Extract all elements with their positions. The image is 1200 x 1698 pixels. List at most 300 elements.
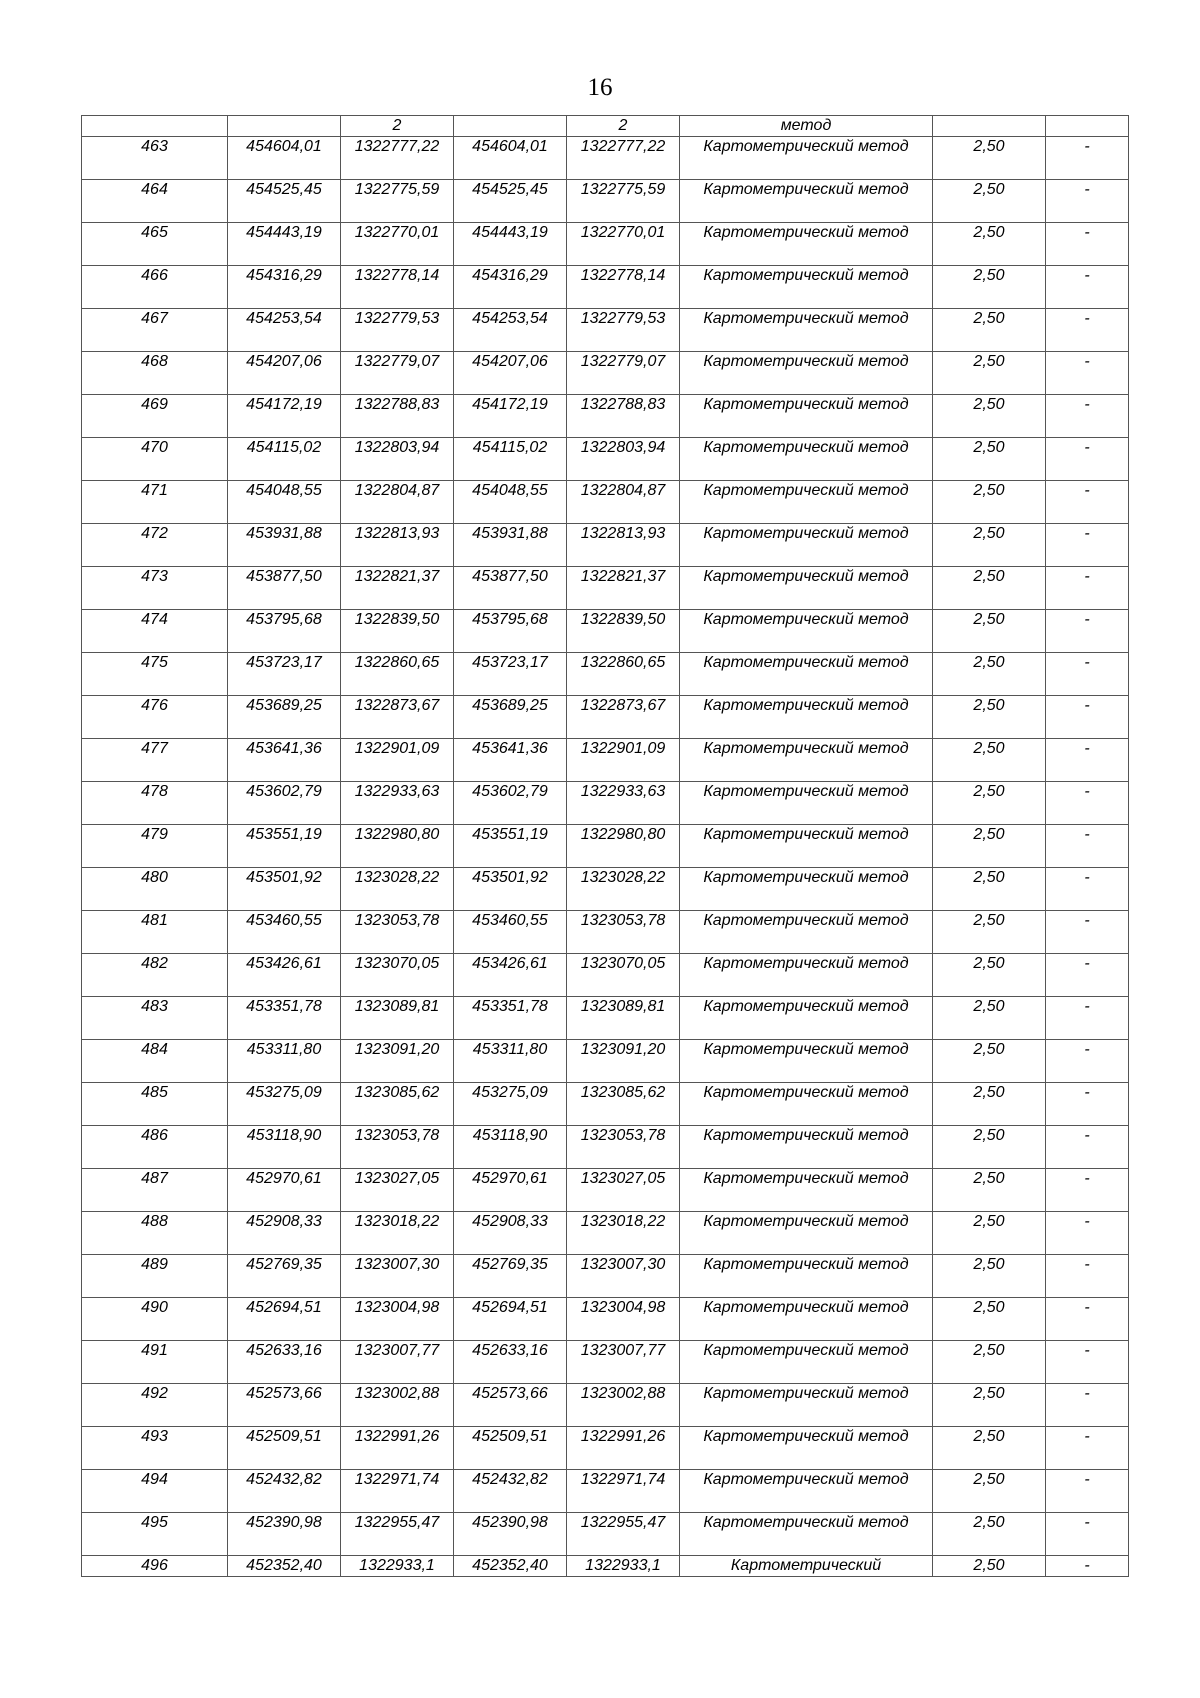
cell-y-existing: 2 <box>341 116 454 137</box>
cell-y-existing-value: 1322778,14 <box>354 267 440 284</box>
cell-y-existing <box>341 1341 454 1384</box>
cell-x-existing: 453118,90 <box>228 1126 341 1169</box>
cell-note: - <box>1046 1169 1129 1212</box>
cell-method: Картометрический метод <box>680 266 933 309</box>
cell-accuracy: 2,50 <box>933 1040 1046 1083</box>
cell-note: - <box>1046 1040 1129 1083</box>
cell-y-existing <box>341 567 454 610</box>
table-row <box>82 309 1129 352</box>
cell-y-existing-value: 1322803,94 <box>354 439 440 456</box>
cell-x-existing: 453641,36 <box>228 739 341 782</box>
cell-x-existing: 453426,61 <box>228 954 341 997</box>
cell-point-number: 479 <box>82 825 228 868</box>
cell-y-new-value: 1323027,05 <box>580 1170 666 1187</box>
cell-method: Картометрический метод <box>680 352 933 395</box>
cell-y-new <box>567 696 680 739</box>
cell-y-new <box>567 567 680 610</box>
cell-y-existing-value: 1322933,1 <box>359 1557 435 1574</box>
cell-y-existing <box>341 1212 454 1255</box>
cell-y-existing-value: 1323091,20 <box>354 1041 440 1058</box>
cell-x-new: 454207,06 <box>454 352 567 395</box>
cell-x-new: 454443,19 <box>454 223 567 266</box>
cell-note: - <box>1046 868 1129 911</box>
table-row <box>82 653 1129 696</box>
cell-point-number: 484 <box>82 1040 228 1083</box>
cell-accuracy: 2,50 <box>933 481 1046 524</box>
table-row <box>82 1126 1129 1169</box>
cell-y-new-value: 1322860,65 <box>580 654 666 671</box>
cell-y-new <box>567 1427 680 1470</box>
cell-x-existing: 453501,92 <box>228 868 341 911</box>
cell-y-new <box>567 1126 680 1169</box>
cell-accuracy: 2,50 <box>933 868 1046 911</box>
cell-x-existing: 453795,68 <box>228 610 341 653</box>
cell-x-existing: 452633,16 <box>228 1341 341 1384</box>
cell-x-existing <box>228 116 341 137</box>
cell-y-new <box>567 653 680 696</box>
cell-y-existing <box>341 911 454 954</box>
cell-note: - <box>1046 438 1129 481</box>
cell-method: Картометрический метод <box>680 739 933 782</box>
cell-x-existing: 454316,29 <box>228 266 341 309</box>
cell-x-existing: 453931,88 <box>228 524 341 567</box>
cell-y-new: 2 <box>567 116 680 137</box>
cell-y-existing-value: 1322971,74 <box>354 1471 440 1488</box>
table-row <box>82 180 1129 223</box>
coordinates-table <box>81 115 1129 1577</box>
cell-y-new <box>567 1341 680 1384</box>
table-row <box>82 223 1129 266</box>
cell-method: Картометрический метод <box>680 1384 933 1427</box>
cell-x-existing: 453689,25 <box>228 696 341 739</box>
cell-x-new: 452573,66 <box>454 1384 567 1427</box>
cell-method: Картометрический метод <box>680 1427 933 1470</box>
cell-y-new-value: 1322778,14 <box>580 267 666 284</box>
cell-y-existing-value: 1322804,87 <box>354 482 440 499</box>
cell-method: Картометрический метод <box>680 911 933 954</box>
cell-method: Картометрический метод <box>680 438 933 481</box>
cell-method: Картометрический метод <box>680 223 933 266</box>
cell-method: Картометрический метод <box>680 1341 933 1384</box>
cell-note: - <box>1046 481 1129 524</box>
cell-x-new: 452769,35 <box>454 1255 567 1298</box>
cell-note: - <box>1046 223 1129 266</box>
cell-x-new: 453118,90 <box>454 1126 567 1169</box>
cell-point-number: 472 <box>82 524 228 567</box>
cell-method: Картометрический метод <box>680 309 933 352</box>
cell-method: Картометрический метод <box>680 1083 933 1126</box>
cell-note: - <box>1046 782 1129 825</box>
cell-point-number: 478 <box>82 782 228 825</box>
cell-point-number: 491 <box>82 1341 228 1384</box>
cell-point-number: 475 <box>82 653 228 696</box>
cell-point-number: 494 <box>82 1470 228 1513</box>
cell-x-existing: 453723,17 <box>228 653 341 696</box>
cell-x-existing: 454172,19 <box>228 395 341 438</box>
cell-note: - <box>1046 180 1129 223</box>
cell-accuracy: 2,50 <box>933 825 1046 868</box>
continuation-row <box>82 116 1129 137</box>
cell-accuracy: 2,50 <box>933 1255 1046 1298</box>
cell-method: Картометрический метод <box>680 567 933 610</box>
cell-accuracy: 2,50 <box>933 438 1046 481</box>
cell-y-existing <box>341 1083 454 1126</box>
cell-y-new-value: 1322804,87 <box>580 482 666 499</box>
cell-y-existing <box>341 1169 454 1212</box>
cell-y-new-value: 1322803,94 <box>580 439 666 456</box>
cell-note: - <box>1046 395 1129 438</box>
cell-y-new-value: 1322770,01 <box>580 224 666 241</box>
table-row <box>82 782 1129 825</box>
cell-y-new-value: 1322991,26 <box>580 1428 666 1445</box>
cell-note: - <box>1046 954 1129 997</box>
cell-y-existing <box>341 352 454 395</box>
cell-point-number: 474 <box>82 610 228 653</box>
cell-y-new <box>567 610 680 653</box>
cell-y-new <box>567 309 680 352</box>
cell-x-new: 453931,88 <box>454 524 567 567</box>
cell-note: - <box>1046 352 1129 395</box>
cell-accuracy: 2,50 <box>933 352 1046 395</box>
cell-note: - <box>1046 1212 1129 1255</box>
cell-point-number: 480 <box>82 868 228 911</box>
table-row <box>82 1427 1129 1470</box>
table-row <box>82 997 1129 1040</box>
cell-y-new <box>567 1513 680 1556</box>
table-body <box>82 116 1129 1577</box>
cell-y-new-value: 1323028,22 <box>580 869 666 886</box>
table-row <box>82 567 1129 610</box>
cell-point-number: 490 <box>82 1298 228 1341</box>
cell-x-new: 453311,80 <box>454 1040 567 1083</box>
cell-y-existing <box>341 180 454 223</box>
cell-x-new: 453689,25 <box>454 696 567 739</box>
cell-y-existing <box>341 997 454 1040</box>
cell-point-number: 476 <box>82 696 228 739</box>
cell-note: - <box>1046 1427 1129 1470</box>
cell-y-new-value: 1322933,63 <box>580 783 666 800</box>
cell-point-number: 489 <box>82 1255 228 1298</box>
cell-y-new <box>567 223 680 266</box>
cell-x-new: 454115,02 <box>454 438 567 481</box>
cell-x-existing: 453311,80 <box>228 1040 341 1083</box>
cell-note: - <box>1046 1126 1129 1169</box>
page-number: 16 <box>587 74 613 101</box>
cell-y-new <box>567 137 680 180</box>
cell-y-existing <box>341 739 454 782</box>
cell-y-existing-value: 1322779,07 <box>354 353 440 370</box>
table-row <box>82 1470 1129 1513</box>
cell-note: - <box>1046 696 1129 739</box>
cell-y-existing-value: 1322788,83 <box>354 396 440 413</box>
cell-point-number: 467 <box>82 309 228 352</box>
cell-x-new: 453795,68 <box>454 610 567 653</box>
cell-x-new: 453275,09 <box>454 1083 567 1126</box>
cell-x-existing: 454115,02 <box>228 438 341 481</box>
cell-y-new <box>567 352 680 395</box>
cell-accuracy: 2,50 <box>933 739 1046 782</box>
cell-accuracy: 2,50 <box>933 782 1046 825</box>
cell-y-new-value: 1323053,78 <box>580 1127 666 1144</box>
cell-point-number: 481 <box>82 911 228 954</box>
cell-x-existing: 453551,19 <box>228 825 341 868</box>
cell-x-new: 454525,45 <box>454 180 567 223</box>
cell-x-existing: 452509,51 <box>228 1427 341 1470</box>
cell-y-new <box>567 481 680 524</box>
cell-note: - <box>1046 1513 1129 1556</box>
cell-y-existing <box>341 395 454 438</box>
table-row <box>82 1341 1129 1384</box>
cell-accuracy: 2,50 <box>933 1169 1046 1212</box>
cell-y-existing-value: 1322779,53 <box>354 310 440 327</box>
cell-point-number: 473 <box>82 567 228 610</box>
cell-x-new: 453602,79 <box>454 782 567 825</box>
table-row <box>82 266 1129 309</box>
cell-y-existing-value: 1322901,09 <box>354 740 440 757</box>
table-row <box>82 911 1129 954</box>
cell-accuracy: 2,50 <box>933 1427 1046 1470</box>
cell-accuracy: 2,50 <box>933 309 1046 352</box>
cell-method: Картометрический метод <box>680 1169 933 1212</box>
cell-y-existing-value: 1323053,78 <box>354 1127 440 1144</box>
cell-accuracy: 2,50 <box>933 1470 1046 1513</box>
cell-point-number: 470 <box>82 438 228 481</box>
cell-x-existing: 452970,61 <box>228 1169 341 1212</box>
cell-method: Картометрический метод <box>680 1040 933 1083</box>
cell-y-existing-value: 1323018,22 <box>354 1213 440 1230</box>
cell-method: Картометрический метод <box>680 1126 933 1169</box>
cell-x-existing: 453351,78 <box>228 997 341 1040</box>
cell-accuracy: 2,50 <box>933 1384 1046 1427</box>
table-row <box>82 1040 1129 1083</box>
cell-x-new: 452694,51 <box>454 1298 567 1341</box>
cell-y-new-value: 1323004,98 <box>580 1299 666 1316</box>
cell-point-number: 496 <box>82 1556 228 1577</box>
cell-note: - <box>1046 653 1129 696</box>
cell-method: Картометрический метод <box>680 696 933 739</box>
cell-point-number: 495 <box>82 1513 228 1556</box>
cell-method: Картометрический метод <box>680 868 933 911</box>
cell-note: - <box>1046 911 1129 954</box>
cell-x-existing: 453460,55 <box>228 911 341 954</box>
cell-accuracy: 2,50 <box>933 266 1046 309</box>
cell-accuracy: 2,50 <box>933 395 1046 438</box>
cell-y-new <box>567 1212 680 1255</box>
cell-point-number: 466 <box>82 266 228 309</box>
cell-point-number <box>82 116 228 137</box>
cell-accuracy: 2,50 <box>933 1298 1046 1341</box>
cell-y-new-value: 1322775,59 <box>580 181 666 198</box>
table-row <box>82 137 1129 180</box>
cell-point-number: 493 <box>82 1427 228 1470</box>
cell-x-new: 452509,51 <box>454 1427 567 1470</box>
cell-y-existing-value: 1322955,47 <box>354 1514 440 1531</box>
cell-accuracy: 2,50 <box>933 524 1046 567</box>
table-row <box>82 825 1129 868</box>
cell-accuracy: 2,50 <box>933 1341 1046 1384</box>
cell-x-new: 453723,17 <box>454 653 567 696</box>
cell-y-new <box>567 782 680 825</box>
cell-y-new-value: 1322777,22 <box>580 138 666 155</box>
cell-y-new <box>567 1083 680 1126</box>
cell-y-new-value: 1322955,47 <box>580 1514 666 1531</box>
cell-method: Картометрический метод <box>680 1212 933 1255</box>
cell-x-new: 454253,54 <box>454 309 567 352</box>
cell-x-new: 454048,55 <box>454 481 567 524</box>
cell-y-existing-value: 1322775,59 <box>354 181 440 198</box>
cell-y-existing-value: 1322860,65 <box>354 654 440 671</box>
cell-x-new <box>454 116 567 137</box>
cell-y-existing <box>341 481 454 524</box>
cell-x-new: 454316,29 <box>454 266 567 309</box>
cell-accuracy <box>933 116 1046 137</box>
cell-y-existing-value: 1322839,50 <box>354 611 440 628</box>
cell-method: Картометрический метод <box>680 1255 933 1298</box>
cell-y-existing-value: 1322777,22 <box>354 138 440 155</box>
cell-x-existing: 452769,35 <box>228 1255 341 1298</box>
cell-accuracy: 2,50 <box>933 653 1046 696</box>
cell-point-number: 488 <box>82 1212 228 1255</box>
cell-y-existing <box>341 1427 454 1470</box>
cell-y-existing <box>341 1470 454 1513</box>
cell-x-new: 452633,16 <box>454 1341 567 1384</box>
cell-x-new: 454172,19 <box>454 395 567 438</box>
cell-y-new-value: 1322788,83 <box>580 396 666 413</box>
table-row <box>82 610 1129 653</box>
cell-x-new: 452352,40 <box>454 1556 567 1577</box>
cell-note <box>1046 116 1129 137</box>
cell-note: - <box>1046 1341 1129 1384</box>
cell-y-new-value: 1322779,53 <box>580 310 666 327</box>
cell-x-new: 453351,78 <box>454 997 567 1040</box>
cell-x-new: 452432,82 <box>454 1470 567 1513</box>
cell-point-number: 471 <box>82 481 228 524</box>
cell-x-new: 452390,98 <box>454 1513 567 1556</box>
cell-x-existing: 452694,51 <box>228 1298 341 1341</box>
cell-method: Картометрический метод <box>680 653 933 696</box>
cell-y-existing-value: 1323028,22 <box>354 869 440 886</box>
cell-y-new <box>567 438 680 481</box>
cell-point-number: 485 <box>82 1083 228 1126</box>
cell-x-new: 453426,61 <box>454 954 567 997</box>
table-row <box>82 481 1129 524</box>
cell-note: - <box>1046 567 1129 610</box>
table-row <box>82 395 1129 438</box>
cell-y-existing-value: 1323002,88 <box>354 1385 440 1402</box>
cell-y-new-value: 1323018,22 <box>580 1213 666 1230</box>
cell-point-number: 465 <box>82 223 228 266</box>
table-row <box>82 1556 1129 1577</box>
cell-method: Картометрический метод <box>680 997 933 1040</box>
cell-y-new <box>567 1298 680 1341</box>
cell-point-number: 477 <box>82 739 228 782</box>
cell-y-existing <box>341 1255 454 1298</box>
table-row <box>82 438 1129 481</box>
cell-note: - <box>1046 1556 1129 1577</box>
cell-accuracy: 2,50 <box>933 954 1046 997</box>
table-row <box>82 1255 1129 1298</box>
cell-y-new-value: 1322980,80 <box>580 826 666 843</box>
cell-accuracy: 2,50 <box>933 137 1046 180</box>
cell-note: - <box>1046 1083 1129 1126</box>
cell-method: Картометрический метод <box>680 395 933 438</box>
cell-y-new-value: 1322873,67 <box>580 697 666 714</box>
cell-method: Картометрический метод <box>680 610 933 653</box>
cell-x-existing: 454443,19 <box>228 223 341 266</box>
cell-accuracy: 2,50 <box>933 1126 1046 1169</box>
cell-note: - <box>1046 825 1129 868</box>
cell-note: - <box>1046 1255 1129 1298</box>
cell-method: Картометрический метод <box>680 524 933 567</box>
cell-y-existing <box>341 223 454 266</box>
cell-y-existing-value: 1323007,77 <box>354 1342 440 1359</box>
cell-x-new: 453877,50 <box>454 567 567 610</box>
cell-y-new-value: 1323002,88 <box>580 1385 666 1402</box>
table-row <box>82 1083 1129 1126</box>
cell-method: Картометрический метод <box>680 825 933 868</box>
cell-method: Картометрический метод <box>680 137 933 180</box>
cell-x-existing: 454525,45 <box>228 180 341 223</box>
table-row <box>82 352 1129 395</box>
cell-y-new-value: 1323085,62 <box>580 1084 666 1101</box>
cell-accuracy: 2,50 <box>933 180 1046 223</box>
cell-accuracy: 2,50 <box>933 223 1046 266</box>
cell-y-existing <box>341 610 454 653</box>
cell-method: Картометрический <box>680 1556 933 1577</box>
cell-y-new-value: 1322813,93 <box>580 525 666 542</box>
cell-method: Картометрический метод <box>680 1513 933 1556</box>
cell-x-new: 453460,55 <box>454 911 567 954</box>
cell-y-new-value: 1322779,07 <box>580 353 666 370</box>
cell-y-existing <box>341 137 454 180</box>
cell-y-existing-value: 1323004,98 <box>354 1299 440 1316</box>
cell-method: Картометрический метод <box>680 782 933 825</box>
cell-point-number: 487 <box>82 1169 228 1212</box>
cell-y-existing <box>341 1556 454 1577</box>
cell-y-existing-value: 1322991,26 <box>354 1428 440 1445</box>
cell-note: - <box>1046 309 1129 352</box>
cell-y-existing <box>341 782 454 825</box>
cell-y-new <box>567 395 680 438</box>
cell-y-existing-value: 1323089,81 <box>354 998 440 1015</box>
cell-point-number: 464 <box>82 180 228 223</box>
cell-y-new <box>567 739 680 782</box>
cell-accuracy: 2,50 <box>933 610 1046 653</box>
cell-y-existing-value: 1322821,37 <box>354 568 440 585</box>
cell-y-existing <box>341 1040 454 1083</box>
cell-x-existing: 454604,01 <box>228 137 341 180</box>
cell-y-new <box>567 180 680 223</box>
cell-accuracy: 2,50 <box>933 696 1046 739</box>
table-row <box>82 696 1129 739</box>
cell-y-existing-value: 1323070,05 <box>354 955 440 972</box>
cell-y-existing-value: 1323085,62 <box>354 1084 440 1101</box>
cell-note: - <box>1046 997 1129 1040</box>
cell-y-new <box>567 1169 680 1212</box>
cell-y-new <box>567 266 680 309</box>
cell-point-number: 486 <box>82 1126 228 1169</box>
cell-x-existing: 452432,82 <box>228 1470 341 1513</box>
cell-y-new-value: 1322821,37 <box>580 568 666 585</box>
table-row <box>82 1212 1129 1255</box>
cell-x-new: 452970,61 <box>454 1169 567 1212</box>
cell-y-new-value: 1323007,77 <box>580 1342 666 1359</box>
cell-y-new <box>567 524 680 567</box>
cell-x-new: 453641,36 <box>454 739 567 782</box>
cell-x-existing: 452352,40 <box>228 1556 341 1577</box>
cell-y-new <box>567 868 680 911</box>
cell-note: - <box>1046 739 1129 782</box>
